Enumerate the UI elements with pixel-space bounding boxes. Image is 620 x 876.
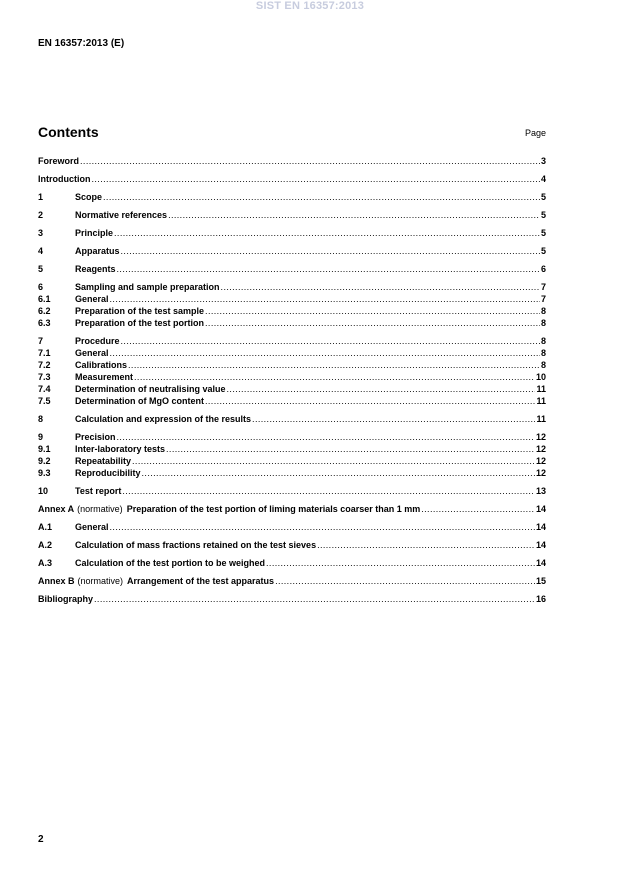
toc-annex-type: (normative) [77,576,124,586]
toc-annex-label: Annex B [38,576,75,586]
toc-page: 12 [535,432,546,442]
toc-number: 7.4 [38,384,51,394]
toc-page: 5 [540,192,546,202]
contents-heading: Contents [38,124,99,140]
toc-annex-type: (normative) [77,504,123,514]
toc-entry-normative-references[interactable] [38,209,546,221]
toc-entry-a-2[interactable] [38,539,546,551]
toc-title: Determination of MgO content [75,396,204,406]
toc-page: 7 [540,294,546,304]
toc-number: 9.2 [38,456,51,466]
toc-page: 11 [536,414,546,424]
toc-entry-7-5[interactable] [38,395,546,407]
toc-number: 8 [38,414,44,424]
toc-number: 9.3 [38,468,51,478]
page-column-label: Page [524,128,546,138]
toc-page: 12 [535,456,546,466]
toc-title: Reagents [75,264,116,274]
toc-number: 6.2 [38,306,51,316]
toc-page: 5 [540,246,546,256]
toc-title: Calibrations [75,360,128,370]
toc-number: A.2 [38,540,53,550]
toc-page: 3 [540,156,546,166]
toc-page: 14 [535,504,546,514]
toc-number: 9 [38,432,44,442]
toc-page: 15 [535,576,546,586]
toc-page: 8 [540,318,546,328]
toc-number: 5 [38,264,44,274]
toc-page: 7 [540,282,546,292]
toc-entry-annex-a[interactable] [38,503,546,515]
toc-title: General [75,522,109,532]
toc-entry-procedure[interactable] [38,335,546,347]
toc-page: 8 [540,360,546,370]
toc-entry-7-2[interactable] [38,359,546,371]
toc-title: Inter-laboratory tests [75,444,166,454]
toc-title: Introduction [38,174,91,184]
toc-page: 11 [536,396,546,406]
toc-number: 4 [38,246,44,256]
toc-entry-scope[interactable] [38,191,546,203]
toc-number: 7.5 [38,396,51,406]
toc-title: Calculation of mass fractions retained on the test sieves [75,540,317,550]
document-id: EN 16357:2013 (E) [38,38,125,49]
toc-number: 9.1 [38,444,51,454]
toc-entry-principle[interactable] [38,227,546,239]
toc-title: Principle [75,228,114,238]
toc-title: Determination of neutralising value [75,384,226,394]
toc-title: Reproducibility [75,468,141,478]
toc-page: 16 [535,594,546,604]
toc-entry-reagents[interactable] [38,263,546,275]
toc-number: 3 [38,228,44,238]
toc-entry-7-4[interactable] [38,383,546,395]
toc-title: Normative references [75,210,168,220]
toc-number: 2 [38,210,44,220]
toc-number: 1 [38,192,44,202]
toc-title: Apparatus [75,246,120,256]
toc-number: 10 [38,486,49,496]
toc-page: 11 [536,384,546,394]
toc-title: Preparation of the test portion [75,318,205,328]
toc-page: 14 [535,558,546,568]
toc-entry-6-3[interactable] [38,317,546,329]
toc-number: A.3 [38,558,53,568]
toc-title: Repeatability [75,456,132,466]
toc-entry-9-1[interactable] [38,443,546,455]
toc-page: 5 [540,228,546,238]
table-of-contents [38,155,546,605]
toc-title: Calculation and expression of the results [75,414,252,424]
toc-page: 6 [540,264,546,274]
toc-number: 7.1 [38,348,51,358]
toc-entry-calculation[interactable] [38,413,546,425]
toc-number: 7.3 [38,372,51,382]
toc-title: Sampling and sample preparation [75,282,220,292]
toc-page: 12 [535,444,546,454]
toc-page: 8 [540,348,546,358]
toc-entry-6-2[interactable] [38,305,546,317]
toc-entry-bibliography[interactable] [38,593,546,605]
toc-title: General [75,348,109,358]
toc-title: Bibliography [38,594,94,604]
toc-page: 14 [535,540,546,550]
toc-page: 4 [540,174,546,184]
toc-entry-9-2[interactable] [38,455,546,467]
toc-entry-test-report[interactable] [38,485,546,497]
toc-entry-7-1[interactable] [38,347,546,359]
toc-entry-a-3[interactable] [38,557,546,569]
toc-entry-foreword[interactable] [38,155,546,167]
toc-number: 7 [38,336,44,346]
toc-entry-sampling[interactable] [38,281,546,293]
page-number: 2 [38,834,44,845]
toc-page: 5 [540,210,546,220]
toc-entry-6-1[interactable] [38,293,546,305]
toc-entry-precision[interactable] [38,431,546,443]
toc-entry-9-3[interactable] [38,467,546,479]
watermark: SIST EN 16357:2013 [255,0,365,12]
toc-page: 8 [540,306,546,316]
toc-page: 13 [535,486,546,496]
toc-title: Scope [75,192,103,202]
toc-title: General [75,294,109,304]
toc-page: 10 [535,372,546,382]
toc-entry-7-3[interactable] [38,371,546,383]
toc-entry-introduction[interactable] [38,173,546,185]
toc-page: 8 [540,336,546,346]
toc-annex-label: Annex A [38,504,75,514]
toc-number: A.1 [38,522,53,532]
toc-page: 12 [535,468,546,478]
toc-entry-apparatus[interactable] [38,245,546,257]
toc-number: 6.1 [38,294,51,304]
toc-title: Precision [75,432,116,442]
toc-page: 14 [535,522,546,532]
toc-title: Test report [75,486,122,496]
toc-title: Arrangement of the test apparatus [127,576,275,586]
toc-number: 6.3 [38,318,51,328]
toc-title: Measurement [75,372,134,382]
toc-entry-annex-b[interactable] [38,575,546,587]
toc-title: Procedure [75,336,120,346]
toc-entry-a-1[interactable] [38,521,546,533]
toc-title: Preparation of the test portion of liming materials coarser than 1 mm [126,504,421,514]
toc-title: Foreword [38,156,80,166]
toc-number: 7.2 [38,360,51,370]
toc-number: 6 [38,282,44,292]
toc-title: Preparation of the test sample [75,306,205,316]
toc-title: Calculation of the test portion to be weighed [75,558,266,568]
